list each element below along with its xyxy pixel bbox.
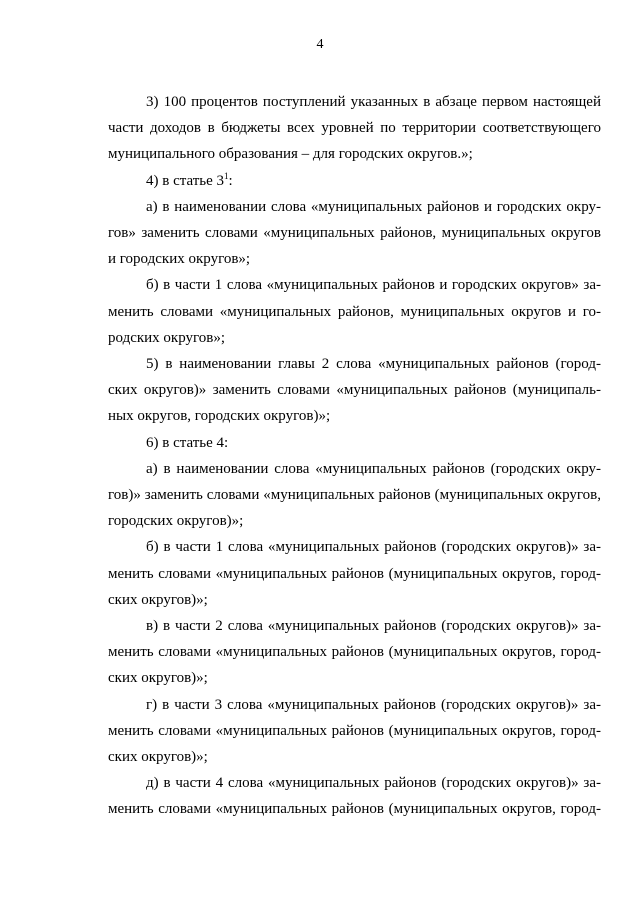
text-line: родских округов»;: [108, 329, 226, 346]
paragraph: [108, 613, 601, 692]
text-line: ских округов)»;: [108, 591, 208, 608]
text-line: менить словами «муниципальных районов, муниципальных округов и го-: [108, 303, 601, 320]
paragraph: [108, 89, 601, 168]
text-line: менить словами «муниципальных районов (муниципальных округов, город-: [108, 644, 601, 661]
paragraph: [108, 194, 601, 273]
paragraph: [108, 534, 601, 613]
superscript: 1: [224, 170, 229, 181]
text-line: 6) в статье 4:: [146, 434, 229, 451]
text-line: гов» заменить словами «муниципальных районов, муниципальных округов: [108, 225, 601, 242]
paragraph: [108, 456, 601, 535]
text-line: б) в части 1 слова «муниципальных районов и городских округов» за-: [146, 277, 601, 294]
text-line: д) в части 4 слова «муниципальных районов (городских округов)» за-: [146, 775, 601, 792]
paragraph: [108, 272, 601, 351]
text-line: ных округов, городских округов)»;: [108, 408, 331, 425]
paragraph: [108, 168, 601, 194]
text-line: ских округов)»;: [108, 670, 208, 687]
document-body: [108, 89, 601, 823]
text-line: городских округов)»;: [108, 513, 244, 530]
text-line: менить словами «муниципальных районов (муниципальных округов, город-: [108, 565, 601, 582]
paragraph: [108, 430, 601, 456]
paragraph: [108, 351, 601, 430]
text-line: гов)» заменить словами «муниципальных районов (муниципальных округов,: [108, 487, 601, 504]
text-line: муниципального образования – для городских округов.»;: [108, 146, 473, 163]
text-line: а) в наименовании слова «муниципальных районов (городских окру-: [146, 460, 601, 477]
paragraph: [108, 692, 601, 771]
text-line: менить словами «муниципальных районов (муниципальных округов, город-: [108, 801, 601, 818]
text-line: 3) 100 процентов поступлений указанных в абзаце первом настоящей: [146, 94, 601, 110]
text-line: части доходов в бюджеты всех уровней по территории соответствующего: [108, 120, 601, 137]
text-line: ских округов)»;: [108, 749, 208, 766]
page-number: 4: [316, 37, 324, 52]
text-line: б) в части 1 слова «муниципальных районов (городских округов)» за-: [146, 539, 601, 556]
text-line: ских округов)» заменить словами «муниципальных районов (муниципаль-: [108, 382, 601, 399]
text-line: 5) в наименовании главы 2 слова «муниципальных районов (город-: [146, 356, 601, 373]
paragraph: [108, 770, 601, 822]
text-line: а) в наименовании слова «муниципальных районов и городских окру-: [146, 198, 601, 215]
text-line: менить словами «муниципальных районов (муниципальных округов, город-: [108, 722, 601, 739]
text-line: и городских округов»;: [108, 251, 251, 268]
text-tail: :: [228, 172, 233, 189]
text-line: в) в части 2 слова «муниципальных районов (городских округов)» за-: [146, 618, 601, 635]
text-line: 4) в статье $3^1$:: [146, 170, 233, 189]
text-line: г) в части 3 слова «муниципальных районов (городских округов)» за-: [146, 696, 601, 713]
